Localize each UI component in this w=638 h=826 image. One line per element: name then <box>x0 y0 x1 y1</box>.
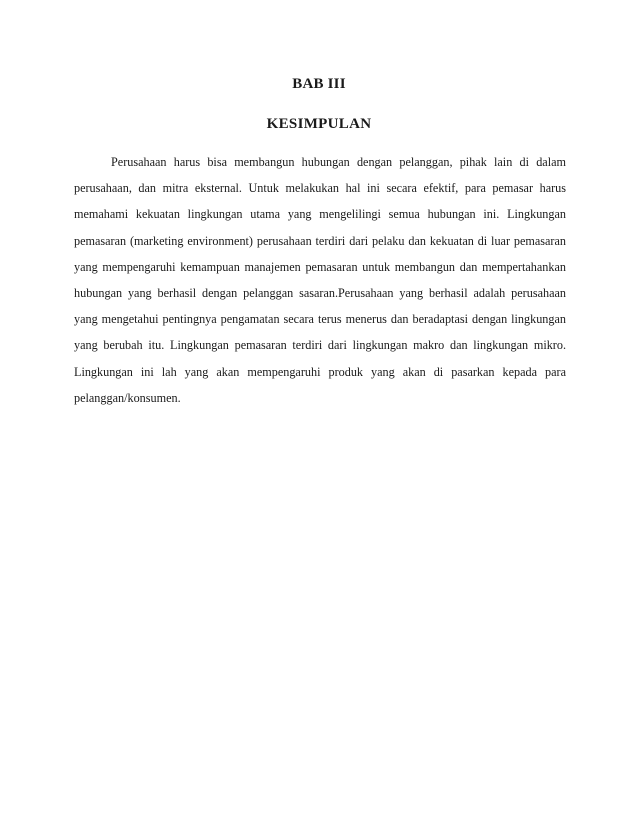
conclusion-paragraph: Perusahaan harus bisa membangun hubungan dengan pelanggan, pihak lain di dalam perusahaan, dan mitra eksternal. Untuk melakukan hal ini secara efektif, para pemasar harus memahami kekuatan lingkungan utama yang mengelilingi semua hubungan ini. Lingkungan pemasaran (marketing environment) perusahaan terdiri dari pelaku dan kekuatan di luar pemasaran yang mempengaruhi kemampuan manajemen pemasaran untuk membangun dan mempertahankan hubungan yang berhasil dengan pelanggan sasaran.Perusahaan yang berhasil adalah perusahaan yang mengetahui pentingnya pengamatan secara terus menerus dan beradaptasi dengan lingkungan yang berubah itu. Lingkungan pemasaran terdiri dari lingkungan makro dan lingkungan mikro. Lingkungan ini lah yang akan mempengaruhi produk yang akan di pasarkan kepada para pelanggan/konsumen. <box>74 155 566 405</box>
chapter-number-heading: BAB III <box>292 76 346 92</box>
chapter-title-heading: KESIMPULAN <box>266 116 372 132</box>
